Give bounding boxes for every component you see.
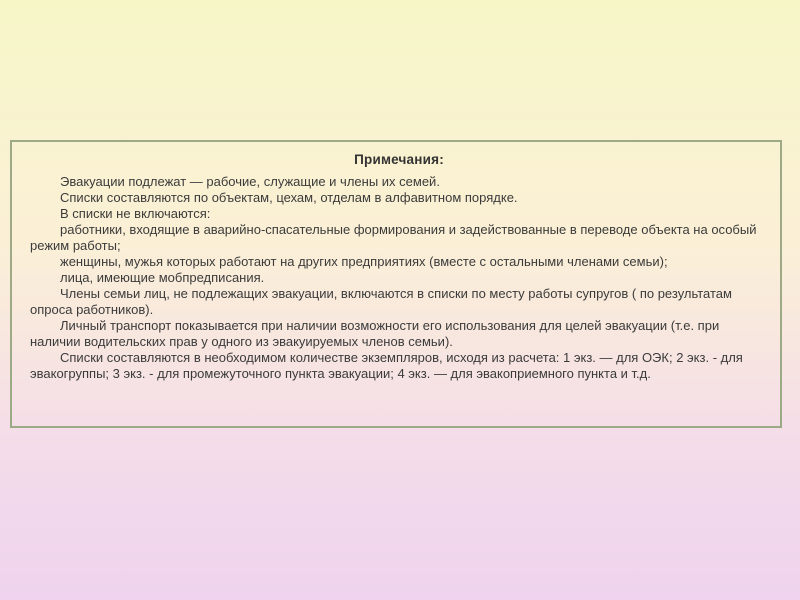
note-paragraph: Члены семьи лиц, не подлежащих эвакуации, включаются в списки по месту работы супругов ( по результатам опроса работников).: [30, 286, 732, 317]
note-paragraph: Списки составляются в необходимом количестве экземпляров, исходя из расчета: 1 экз. — для ОЭК; 2 экз. - для эвакогруппы; 3 экз. - для промежуточного пункта эвакуации; 4 экз. — для эвакоприемного пункта и т.д.: [30, 350, 743, 381]
notes-title: Примечания:: [354, 152, 444, 167]
note-paragraph: Списки составляются по объектам, цехам, отделам в алфавитном порядке.: [60, 190, 518, 205]
note-paragraph: лица, имеющие мобпредписания.: [60, 270, 265, 285]
note-paragraph: женщины, мужья которых работают на других предприятиях (вместе с остальными членами семьи);: [60, 254, 668, 269]
note-paragraph: В списки не включаются:: [60, 206, 211, 221]
notes-box: [10, 140, 782, 428]
note-paragraph: работники, входящие в аварийно-спасательные формирования и задействованные в переводе объекта на особый режим работы;: [30, 222, 757, 253]
note-paragraph: Личный транспорт показывается при наличии возможности его использования для целей эвакуации (т.е. при наличии водительских прав у одного из эвакуируемых членов семьи).: [30, 318, 720, 349]
note-paragraph: Эвакуации подлежат — рабочие, служащие и члены их семей.: [60, 174, 440, 189]
